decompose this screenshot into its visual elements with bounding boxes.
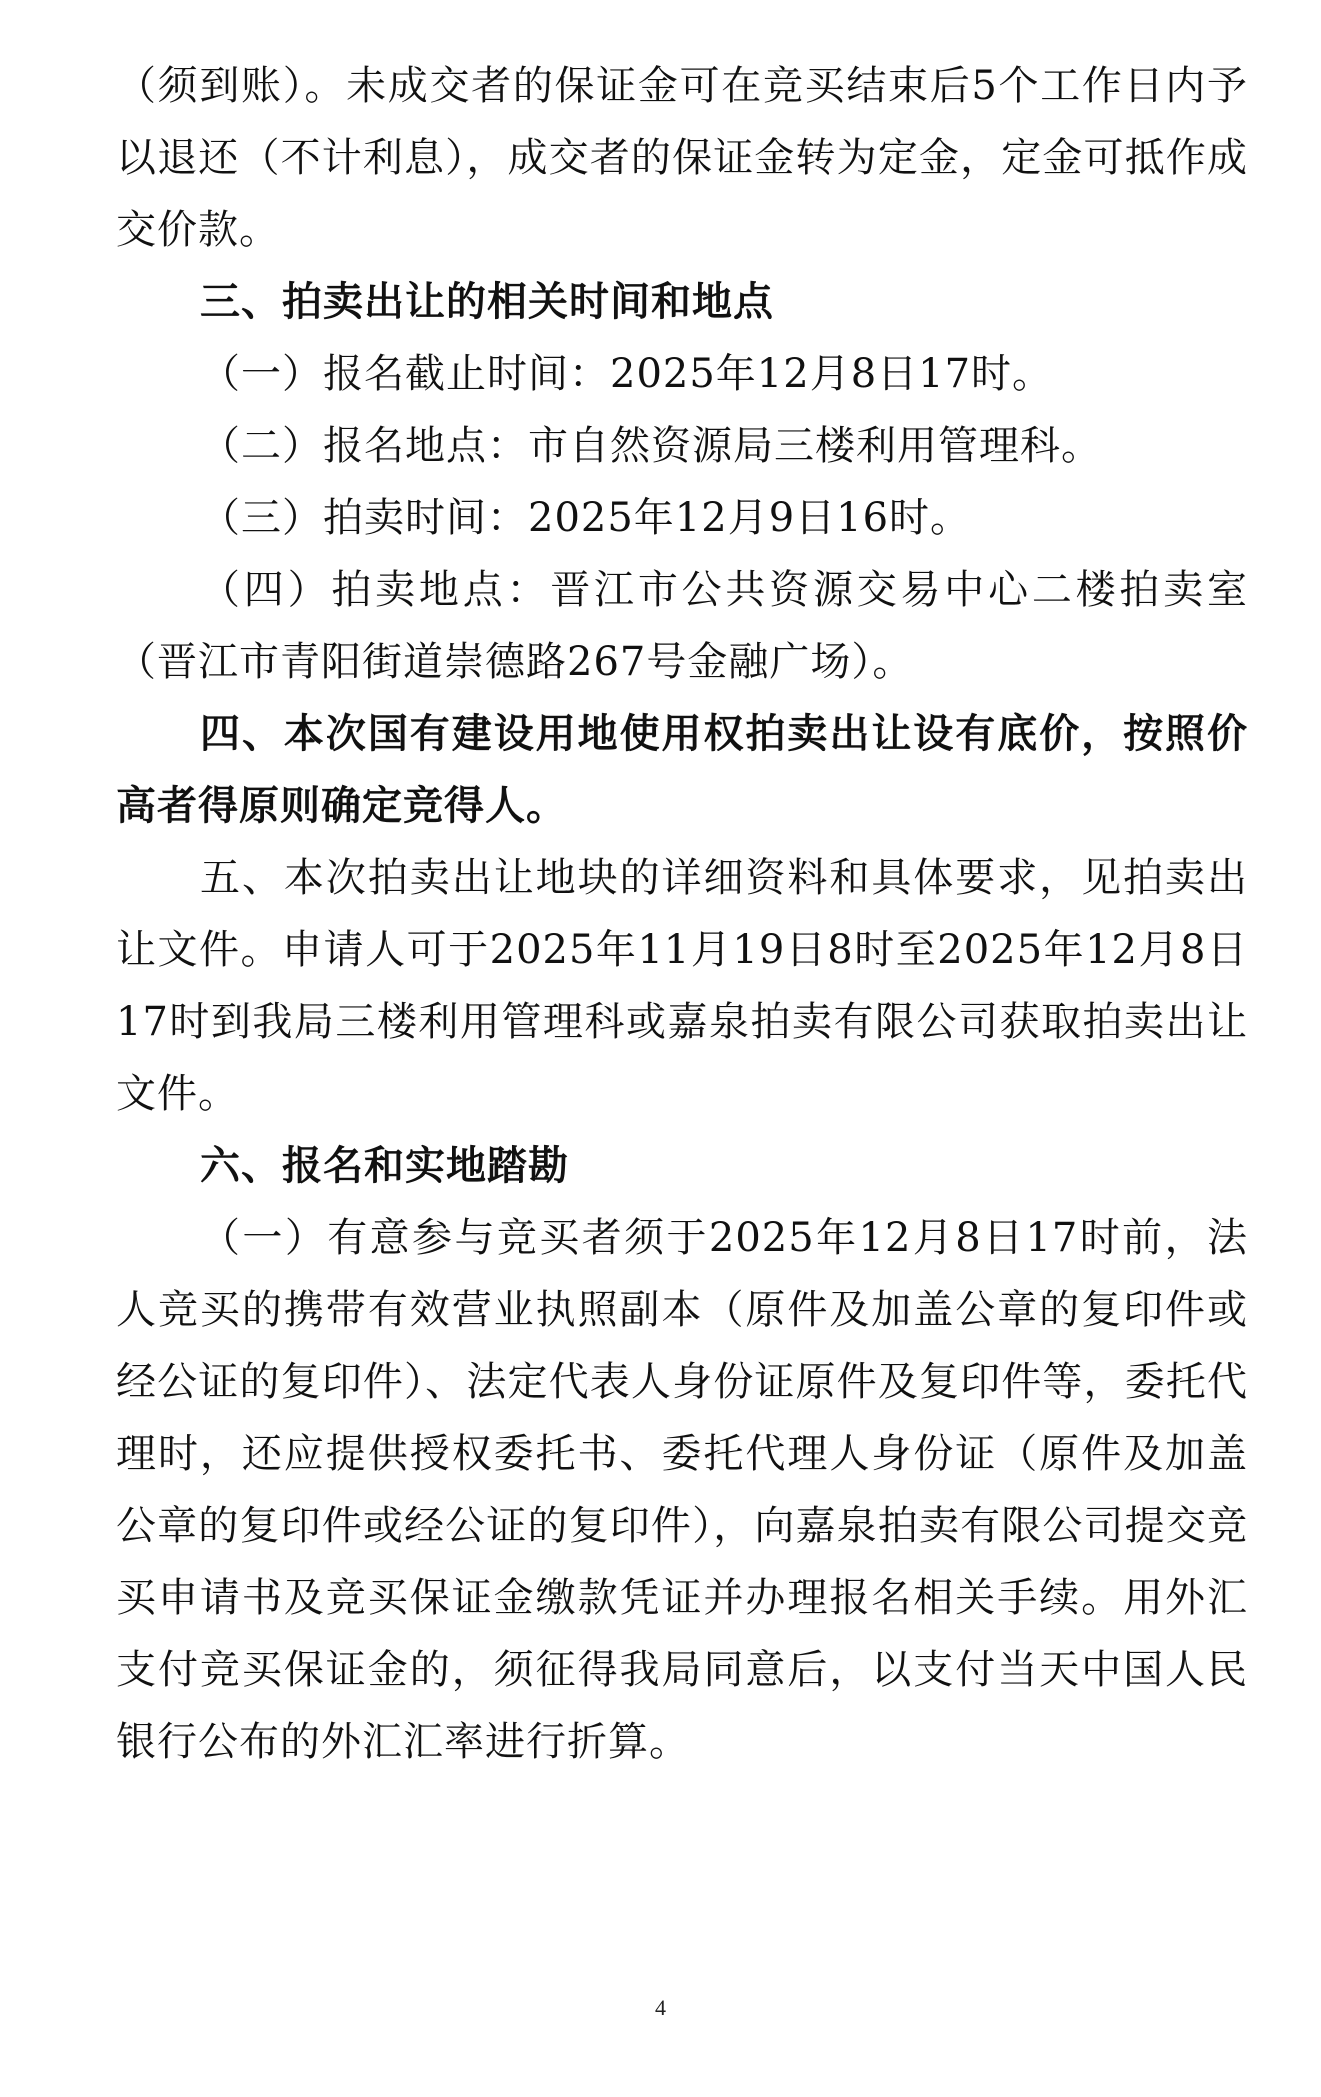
paragraph-auction-documents: 五、本次拍卖出让地块的详细资料和具体要求，见拍卖出让文件。申请人可于2025年11月19日8时至2025年12月8日17时到我局三楼利用管理科或嘉泉拍卖有限公司获取拍卖出让文件。 (116, 855, 1248, 1117)
paragraph-auction-time: （三）拍卖时间：2025年12月9日16时。 (200, 495, 972, 541)
paragraph-registration-requirements: （一）有意参与竞买者须于2025年12月8日17时前，法人竞买的携带有效营业执照副本（原件及加盖公章的复印件或经公证的复印件）、法定代表人身份证原件及复印件等，委托代理时，还应提供授权委托书、委托代理人身份证（原件及加盖公章的复印件或经公证的复印件），向嘉泉拍卖有限公司提交竞买申请书及竞买保证金缴款凭证并办理报名相关手续。用外汇支付竞买保证金的，须征得我局同意后，以支付当天中国人民银行公布的外汇汇率进行折算。 (116, 1215, 1248, 1765)
paragraph-deposit-refund: （须到账）。未成交者的保证金可在竞买结束后5个工作日内予以退还（不计利息），成交者的保证金转为定金，定金可抵作成交价款。 (116, 63, 1248, 253)
paragraph-auction-location: （四）拍卖地点：晋江市公共资源交易中心二楼拍卖室（晋江市青阳街道崇德路267号金融广场）。 (116, 567, 1248, 685)
paragraph-registration-location: （二）报名地点：市自然资源局三楼利用管理科。 (200, 423, 1102, 469)
heading-reserve-price: 四、本次国有建设用地使用权拍卖出让设有底价，按照价高者得原则确定竞得人。 (116, 711, 1248, 829)
heading-registration-site-visit: 六、报名和实地踏勘 (200, 1143, 569, 1189)
heading-auction-time-place: 三、拍卖出让的相关时间和地点 (200, 279, 774, 325)
paragraph-registration-deadline: （一）报名截止时间：2025年12月8日17时。 (200, 351, 1054, 397)
document-body (116, 50, 1248, 1778)
page-number: 4 (655, 1995, 666, 2020)
